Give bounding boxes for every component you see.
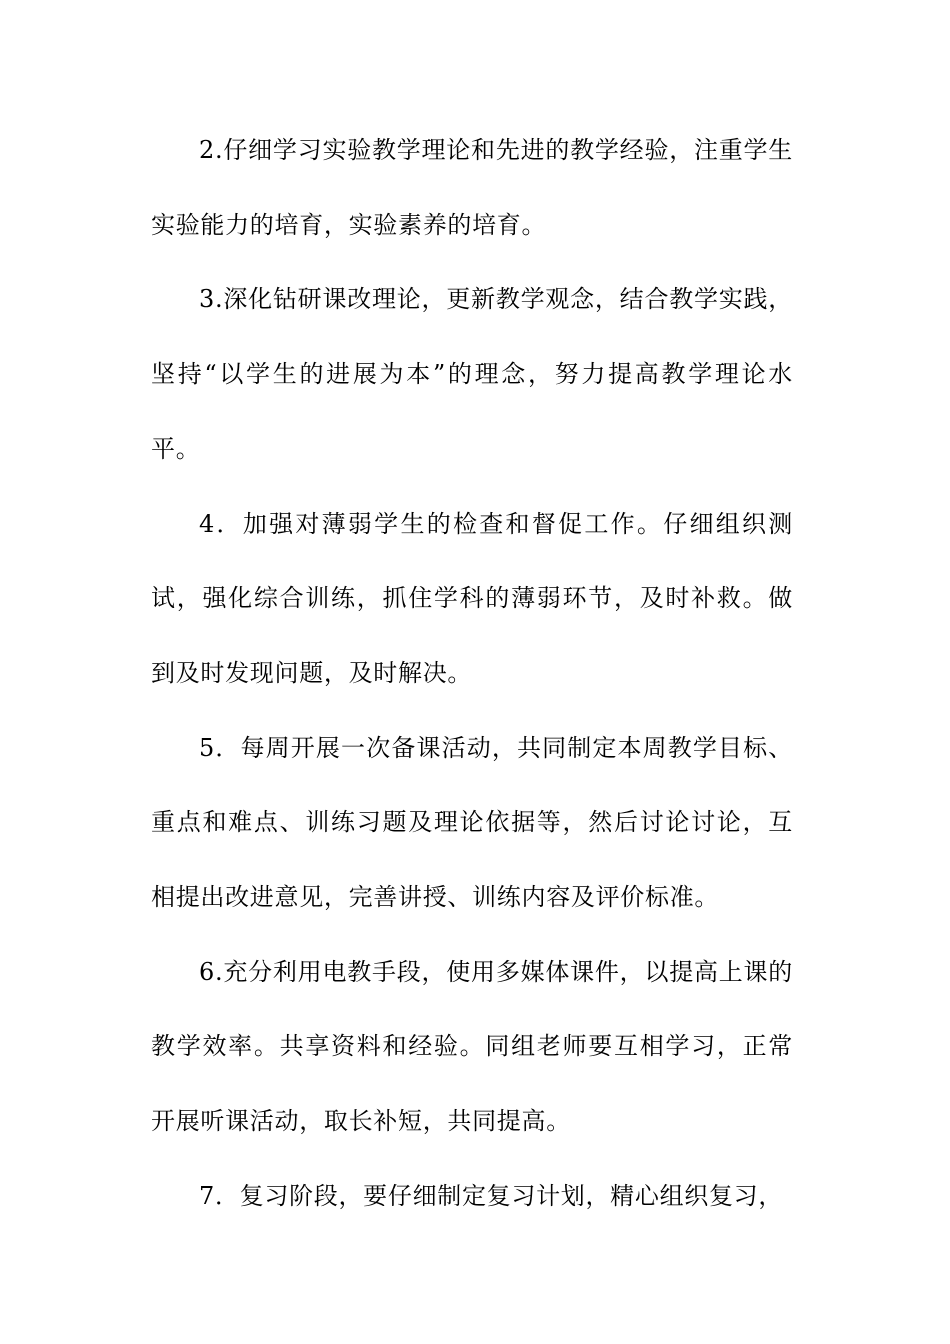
paragraph-item-2: 2.仔细学习实验教学理论和先进的教学经验，注重学生实验能力的培育，实验素养的培育。 bbox=[151, 136, 793, 239]
paragraph-item-7: 7．复习阶段，要仔细制定复习计划，精心组织复习， bbox=[199, 1181, 784, 1210]
paragraph-item-5: 5．每周开展一次备课活动，共同制定本周教学目标、重点和难点、训练习题及理论依据等，然后讨论讨论，互相提出改进意见，完善讲授、训练内容及评价标准。 bbox=[151, 733, 793, 912]
paragraph-item-6: 6.充分利用电教手段，使用多媒体课件，以提高上课的教学效率。共享资料和经验。同组老师要互相学习，正常开展听课活动，取长补短，共同提高。 bbox=[151, 957, 793, 1136]
document-body bbox=[151, 113, 793, 1234]
paragraph-item-3: 3.深化钻研课改理论，更新教学观念，结合教学实践，坚持“以学生的进展为本”的理念，努力提高教学理论水平。 bbox=[151, 285, 793, 463]
paragraph-item-4: 4．加强对薄弱学生的检查和督促工作。仔细组织测试，强化综合训练，抓住学科的薄弱环节，及时补救。做到及时发现问题，及时解决。 bbox=[151, 509, 793, 687]
